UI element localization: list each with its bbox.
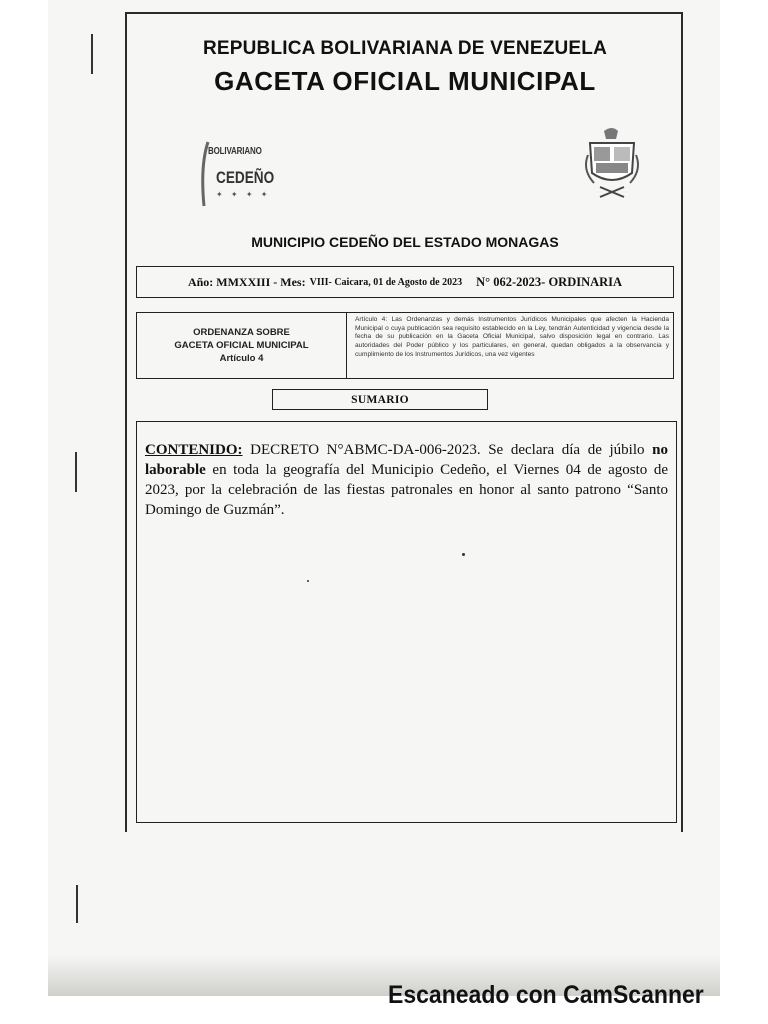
scan-mark <box>91 34 93 74</box>
ordenanza-article-text: Artículo 4: Las Ordenanzas y demás Instrumentos Jurídicos Municipales que afecten la Hacienda Municipal o cuya publicación sea requisito establecido en la Ley, tendrán Autenticidad y vigencia desde la fecha de su publicación en la Gaceta Oficial Municipal, salvo disposición legal en contrario. Las autoridades del Poder público y los particulares, en general, quedan obligados a la observancia y cumplimiento de los Instrumentos Jurídicos, una vez vigentes <box>355 316 669 358</box>
logo-text-bolivariano: BOLIVARIANO <box>208 146 262 157</box>
ordenanza-box <box>136 312 674 379</box>
camscanner-watermark: Escaneado con CamScanner <box>388 981 704 1009</box>
coat-of-arms-icon <box>582 125 642 200</box>
bolivariano-cedeno-logo <box>196 140 275 210</box>
sumario-heading: SUMARIO <box>272 389 488 410</box>
ordenanza-title-line1: ORDENANZA SOBRE <box>193 327 290 338</box>
date-year-month-label: Año: MMXXIII - Mes: <box>187 274 306 289</box>
ordenanza-title-line2: GACETA OFICIAL MUNICIPAL <box>174 340 309 351</box>
scan-speck <box>462 553 465 556</box>
contenido-text-1: DECRETO N°ABMC-DA-006-2023. Se declara día de júbilo <box>242 442 653 458</box>
header-republic: REPUBLICA BOLIVARIANA DE VENEZUELA <box>202 38 608 59</box>
logo-text-cedeno: CEDEÑO <box>216 168 275 187</box>
header-gaceta: GACETA OFICIAL MUNICIPAL <box>214 66 596 96</box>
gazette-date-box <box>136 266 674 298</box>
municipio-title: MUNICIPIO CEDEÑO DEL ESTADO MONAGAS <box>251 234 559 250</box>
ordenanza-title-line3: Artículo 4 <box>219 353 264 364</box>
contenido-label: CONTENIDO: <box>145 442 243 458</box>
contenido-box <box>136 421 677 823</box>
ordenanza-title <box>137 313 347 378</box>
gazette-number: N° 062-2023- ORDINARIA <box>476 274 623 289</box>
contenido-text-2: en toda la geografía del Municipio Cedeño, el Viernes 04 de agosto de 2023, por la celebración de las fiestas patronales en honor al santo patrono “Santo Domingo de Guzmán”. <box>145 462 668 518</box>
logo-stars: ✦ ✦ ✦ ✦ <box>216 190 271 199</box>
contenido-bold: no laborable <box>145 442 668 478</box>
scan-mark <box>76 885 78 923</box>
scan-speck <box>307 580 309 582</box>
date-place: VIII- Caicara, 01 de Agosto de 2023 <box>309 276 463 288</box>
scan-mark <box>75 452 77 492</box>
